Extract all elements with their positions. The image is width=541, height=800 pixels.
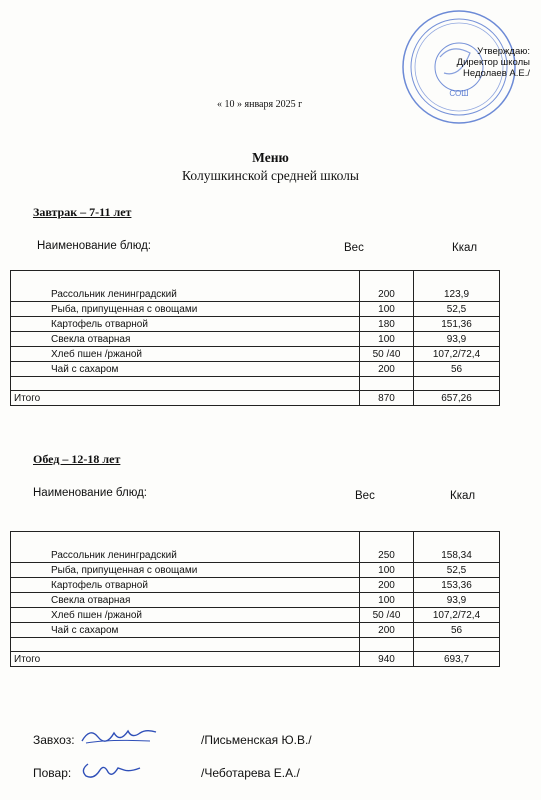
- total-kcal: 693,7: [414, 652, 500, 667]
- dish-weight: 50 /40: [360, 608, 414, 623]
- lunch-heading: Обед – 12-18 лет: [33, 452, 121, 466]
- dish-weight: 100: [360, 302, 414, 317]
- dish-kcal: 158,34: [414, 532, 500, 563]
- page-subtitle: Колушкинской средней школы: [182, 168, 359, 183]
- breakfast-table: [10, 270, 500, 406]
- dish-name: Хлеб пшен /ржаной: [11, 347, 360, 362]
- dish-name: Рассольник ленинградский: [11, 532, 360, 563]
- handwritten-signature-storekeeper: [80, 723, 160, 749]
- breakfast-col-name: Наименование блюд:: [37, 240, 151, 252]
- approval-line: Утверждаю:: [477, 46, 530, 57]
- breakfast-col-weight: Вес: [344, 242, 364, 254]
- table-row-empty: [11, 377, 500, 391]
- approval-director-name: Недолаев А.Е./: [463, 68, 530, 79]
- dish-name: Свекла отварная: [11, 593, 360, 608]
- dish-weight: 50 /40: [360, 347, 414, 362]
- table-row: [11, 563, 500, 578]
- lunch-table: [10, 531, 500, 667]
- page-title: Меню: [252, 150, 289, 165]
- total-kcal: 657,26: [414, 391, 500, 406]
- total-label: Итого: [11, 391, 360, 406]
- lunch-col-kcal: Ккал: [450, 490, 476, 502]
- dish-weight: 200: [360, 271, 414, 302]
- dish-kcal: 93,9: [414, 332, 500, 347]
- dish-name: Картофель отварной: [11, 578, 360, 593]
- total-weight: 870: [360, 391, 414, 406]
- dish-weight: 100: [360, 593, 414, 608]
- dish-name: Рассольник ленинградский: [11, 271, 360, 302]
- lunch-col-name: Наименование блюд:: [33, 487, 147, 499]
- table-row-total: [11, 652, 500, 667]
- dish-weight: 100: [360, 332, 414, 347]
- dish-kcal: 56: [414, 623, 500, 638]
- dish-weight: 180: [360, 317, 414, 332]
- table-row: [11, 347, 500, 362]
- table-row: [11, 362, 500, 377]
- dish-name: Хлеб пшен /ржаной: [11, 608, 360, 623]
- dish-name: Чай с сахаром: [11, 623, 360, 638]
- dish-kcal: 107,2/72,4: [414, 347, 500, 362]
- signature-role-cook: Повар:: [33, 766, 72, 780]
- lunch-col-weight: Вес: [355, 490, 375, 502]
- dish-kcal: 151,36: [414, 317, 500, 332]
- document-date: « 10 » января 2025 г: [217, 99, 303, 110]
- signature-name-cook: /Чеботарева Е.А./: [201, 766, 300, 780]
- table-row: [11, 578, 500, 593]
- table-row: [11, 593, 500, 608]
- dish-weight: 100: [360, 563, 414, 578]
- stamp-center-text: СОШ: [449, 89, 469, 98]
- dish-name: Рыба, припущенная с овощами: [11, 302, 360, 317]
- table-row: [11, 317, 500, 332]
- dish-kcal: 93,9: [414, 593, 500, 608]
- dish-kcal: 107,2/72,4: [414, 608, 500, 623]
- total-label: Итого: [11, 652, 360, 667]
- total-weight: 940: [360, 652, 414, 667]
- dish-kcal: 123,9: [414, 271, 500, 302]
- dish-kcal: 52,5: [414, 563, 500, 578]
- dish-name: Рыба, припущенная с овощами: [11, 563, 360, 578]
- dish-name: Чай с сахаром: [11, 362, 360, 377]
- breakfast-heading: Завтрак – 7-11 лет: [33, 205, 132, 219]
- signature-name-storekeeper: /Письменская Ю.В./: [201, 733, 312, 747]
- approval-block: [380, 46, 530, 79]
- table-row: [11, 532, 500, 563]
- dish-kcal: 153,36: [414, 578, 500, 593]
- table-row: [11, 608, 500, 623]
- dish-kcal: 52,5: [414, 302, 500, 317]
- table-row: [11, 271, 500, 302]
- breakfast-col-kcal: Ккал: [452, 242, 478, 254]
- dish-kcal: 56: [414, 362, 500, 377]
- dish-weight: 200: [360, 578, 414, 593]
- dish-weight: 200: [360, 623, 414, 638]
- dish-weight: 250: [360, 532, 414, 563]
- handwritten-signature-cook: [78, 756, 142, 782]
- table-row: [11, 302, 500, 317]
- dish-name: Картофель отварной: [11, 317, 360, 332]
- dish-weight: 200: [360, 362, 414, 377]
- signature-role-storekeeper: Завхоз:: [33, 733, 75, 747]
- table-row: [11, 332, 500, 347]
- table-row-total: [11, 391, 500, 406]
- dish-name: Свекла отварная: [11, 332, 360, 347]
- table-row: [11, 623, 500, 638]
- table-row-empty: [11, 638, 500, 652]
- approval-position: Директор школы: [456, 57, 530, 68]
